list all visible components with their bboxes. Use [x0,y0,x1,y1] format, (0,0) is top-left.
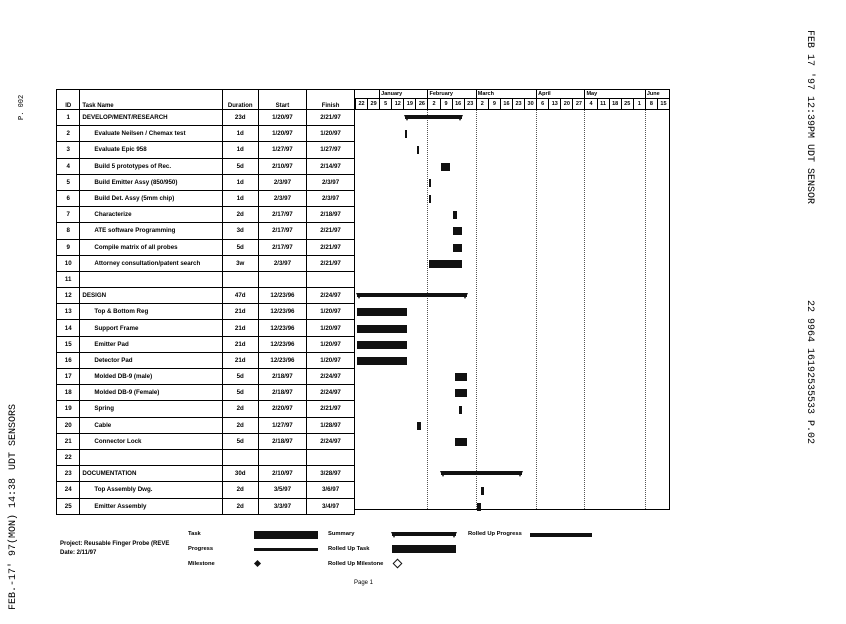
timeline-day: 4 [584,99,596,109]
row-finish: 2/3/97 [307,190,355,206]
row-finish: 2/24/97 [307,433,355,449]
row-task-name: Emitter Pad [80,336,222,352]
row-id: 12 [57,288,80,304]
table-row [57,417,355,433]
timeline-day: 11 [597,99,609,109]
row-duration: 2d [222,417,258,433]
row-duration: 5d [222,239,258,255]
timeline-day: 23 [512,99,524,109]
table-row [57,239,355,255]
timeline-day: 2 [476,99,488,109]
legend-progress-bar [254,548,318,551]
row-id: 16 [57,352,80,368]
row-finish: 2/3/97 [307,174,355,190]
row-finish: 1/20/97 [307,320,355,336]
table-row [57,369,355,385]
timeline-day: 15 [657,99,669,109]
row-finish: 2/21/97 [307,110,355,126]
table-row [57,190,355,206]
row-task-name: Emitter Assembly [80,498,222,514]
timeline-day: 30 [524,99,536,109]
row-id: 8 [57,223,80,239]
row-task-name: Compile matrix of all probes [80,239,222,255]
row-task-name: Attorney consultation/patent search [80,255,222,271]
row-finish: 3/4/97 [307,498,355,514]
row-id: 3 [57,142,80,158]
row-task-name: Top & Bottom Reg [80,304,222,320]
timeline-day: 9 [488,99,500,109]
row-start: 12/23/96 [258,288,306,304]
table-row [57,207,355,223]
row-task-name: Detector Pad [80,352,222,368]
timeline-month: January [379,90,427,98]
row-finish: 1/27/97 [307,142,355,158]
row-id: 4 [57,158,80,174]
timeline-day: 19 [403,99,415,109]
task-bar [429,179,431,187]
timeline-day: 5 [379,99,391,109]
task-bar [405,130,407,138]
timeline-day: 13 [548,99,560,109]
summary-bar [357,293,467,297]
legend-summary-bar [392,532,456,536]
row-start: 2/3/97 [258,255,306,271]
row-duration: 23d [222,110,258,126]
row-duration: 5d [222,158,258,174]
row-duration: 2d [222,482,258,498]
legend-rolled-milestone-icon [393,559,403,569]
row-duration: 3w [222,255,258,271]
row-finish: 1/20/97 [307,352,355,368]
gantt-chart [355,89,670,510]
timeline-day: 29 [367,99,379,109]
row-task-name: Cable [80,417,222,433]
table-row [57,352,355,368]
row-id: 14 [57,320,80,336]
table-header-row [57,90,355,110]
month-divider [427,110,428,509]
row-finish: 2/24/97 [307,369,355,385]
timeline-day: 1 [633,99,645,109]
col-id-header: ID [57,90,80,110]
timeline-month: February [427,90,475,98]
timeline-day: 16 [452,99,464,109]
footer-project: Project: Reusable Finger Probe (REVE [60,541,170,547]
col-duration-header: Duration [222,90,258,110]
row-duration: 47d [222,288,258,304]
row-start: 2/3/97 [258,174,306,190]
row-id: 9 [57,239,80,255]
row-id: 5 [57,174,80,190]
row-duration [222,271,258,287]
task-bar [417,422,420,430]
row-finish: 2/21/97 [307,239,355,255]
row-finish: 1/20/97 [307,304,355,320]
row-start: 1/20/97 [258,126,306,142]
row-finish [307,449,355,465]
row-task-name: Support Frame [80,320,222,336]
legend-progress-label: Progress [188,546,214,552]
row-id: 18 [57,385,80,401]
task-bar [429,260,462,268]
row-id: 23 [57,466,80,482]
row-start: 1/27/97 [258,142,306,158]
row-start: 2/17/97 [258,207,306,223]
row-task-name: DESIGN [80,288,222,304]
task-bar [429,195,431,203]
timeline-month: April [536,90,584,98]
row-finish: 2/18/97 [307,207,355,223]
row-id: 11 [57,271,80,287]
row-start: 12/23/96 [258,304,306,320]
timeline-day: 9 [440,99,452,109]
row-start: 1/20/97 [258,110,306,126]
task-table [56,89,355,515]
row-start: 12/23/96 [258,336,306,352]
timeline-month: May [584,90,644,98]
task-bar [357,357,407,365]
legend-task-label: Task [188,531,201,537]
task-bar [357,341,407,349]
row-task-name: Spring [80,401,222,417]
row-start: 2/10/97 [258,158,306,174]
table-row [57,401,355,417]
col-start-header: Start [258,90,306,110]
task-bar [417,146,419,154]
row-start: 2/10/97 [258,466,306,482]
row-task-name: Build 5 prototypes of Rec. [80,158,222,174]
task-bar [477,503,480,511]
timeline-day: 20 [560,99,572,109]
timeline-day: 23 [464,99,476,109]
row-duration: 5d [222,433,258,449]
task-bar [459,406,462,414]
legend-rolled-progress-bar [530,533,592,537]
row-finish: 2/24/97 [307,385,355,401]
summary-bar [441,471,522,475]
table-row [57,385,355,401]
fax-left-header: FEB.-17' 97(MON) 14:38 [8,477,19,610]
row-finish: 1/20/97 [307,336,355,352]
table-row [57,498,355,514]
table-row [57,142,355,158]
row-id: 25 [57,498,80,514]
task-bar [481,487,484,495]
row-task-name [80,449,222,465]
legend-rolled-task-label: Rolled Up Task [328,546,370,552]
summary-bar [405,115,462,119]
row-task-name: Evaluate Neilsen / Chemax test [80,126,222,142]
row-duration: 2d [222,498,258,514]
row-id: 19 [57,401,80,417]
timeline-day: 16 [500,99,512,109]
timeline-day: 6 [536,99,548,109]
row-id: 21 [57,433,80,449]
row-task-name: DOCUMENTATION [80,466,222,482]
row-duration: 2d [222,207,258,223]
table-row [57,223,355,239]
row-start: 2/18/97 [258,433,306,449]
table-row [57,466,355,482]
col-finish-header: Finish [307,90,355,110]
row-finish: 1/20/97 [307,126,355,142]
table-row [57,304,355,320]
task-bar [453,227,462,235]
row-finish: 2/24/97 [307,288,355,304]
row-duration: 1d [222,190,258,206]
month-divider [476,110,477,509]
row-finish [307,271,355,287]
row-duration: 21d [222,352,258,368]
timeline-day: 27 [572,99,584,109]
row-duration: 30d [222,466,258,482]
row-start [258,271,306,287]
row-id: 10 [57,255,80,271]
row-start: 12/23/96 [258,320,306,336]
row-id: 6 [57,190,80,206]
row-task-name: Evaluate Epic 958 [80,142,222,158]
table-row [57,482,355,498]
fax-left-company: UDT SENSORS [8,403,19,470]
timeline-day: 18 [609,99,621,109]
row-finish: 3/28/97 [307,466,355,482]
table-row [57,288,355,304]
timeline-day: 12 [391,99,403,109]
row-finish: 2/21/97 [307,255,355,271]
timeline-month: June [645,90,693,98]
row-start: 2/3/97 [258,190,306,206]
table-row [57,174,355,190]
row-task-name: Build Det. Assy (5mm chip) [80,190,222,206]
row-duration: 1d [222,142,258,158]
row-start: 1/27/97 [258,417,306,433]
row-task-name: Connector Lock [80,433,222,449]
timeline-day: 25 [621,99,633,109]
row-start: 12/23/96 [258,352,306,368]
row-finish: 1/28/97 [307,417,355,433]
legend-milestone-icon [254,560,261,567]
task-bar [453,211,456,219]
row-task-name: Build Emitter Assy (850/950) [80,174,222,190]
row-finish: 2/14/97 [307,158,355,174]
table-row [57,110,355,126]
timeline-days [355,99,669,110]
row-id: 1 [57,110,80,126]
row-start: 2/18/97 [258,385,306,401]
row-task-name: Molded DB-9 (Female) [80,385,222,401]
task-bar [357,325,407,333]
fax-left-page: P. 002 [18,94,26,120]
row-id: 24 [57,482,80,498]
legend-rolled-task-bar [392,545,456,553]
footer-date: Date: 2/11/97 [60,550,97,556]
row-id: 20 [57,417,80,433]
task-bar [357,308,407,316]
row-id: 17 [57,369,80,385]
legend-task-bar [254,531,318,539]
row-task-name [80,271,222,287]
task-bar [453,244,462,252]
row-task-name: Characterize [80,207,222,223]
table-row [57,126,355,142]
fax-right-header: FEB 17 '97 12:39PM UDT SENSOR [804,30,815,205]
timeline-day: 2 [427,99,439,109]
legend-rolled-milestone-label: Rolled Up Milestone [328,561,384,567]
row-id: 22 [57,449,80,465]
row-start: 2/17/97 [258,239,306,255]
row-start: 2/18/97 [258,369,306,385]
row-duration: 21d [222,320,258,336]
table-row [57,271,355,287]
task-bar [455,389,467,397]
row-finish: 2/21/97 [307,401,355,417]
task-bar [455,373,467,381]
col-name-header: Task Name [80,90,222,110]
legend-summary-label: Summary [328,531,355,537]
row-finish: 2/21/97 [307,223,355,239]
month-divider [536,110,537,509]
row-duration: 1d [222,174,258,190]
row-start: 3/5/97 [258,482,306,498]
row-id: 2 [57,126,80,142]
row-start [258,449,306,465]
row-duration [222,449,258,465]
task-bar [455,438,467,446]
timeline-day: 26 [415,99,427,109]
legend-milestone-label: Milestone [188,561,215,567]
row-finish: 3/6/97 [307,482,355,498]
row-start: 2/20/97 [258,401,306,417]
row-task-name: DEVELOP/MENT/RESEARCH [80,110,222,126]
row-duration: 1d [222,126,258,142]
fax-right-fax: 22 9964 16192535533 P.02 [804,300,815,445]
row-task-name: Top Assembly Dwg. [80,482,222,498]
row-task-name: Molded DB-9 (male) [80,369,222,385]
timeline-months [355,90,669,99]
row-task-name: ATE software Programming [80,223,222,239]
row-duration: 5d [222,385,258,401]
table-row [57,158,355,174]
task-bar [441,163,450,171]
month-divider [645,110,646,509]
footer-page: Page 1 [354,580,374,586]
legend-rolled-progress-label: Rolled Up Progress [468,531,522,537]
row-duration: 5d [222,369,258,385]
row-id: 13 [57,304,80,320]
row-duration: 21d [222,336,258,352]
table-row [57,320,355,336]
row-duration: 3d [222,223,258,239]
timeline-day: 8 [645,99,657,109]
row-id: 15 [57,336,80,352]
row-duration: 2d [222,401,258,417]
row-duration: 21d [222,304,258,320]
table-row [57,336,355,352]
row-start: 2/17/97 [258,223,306,239]
table-row [57,433,355,449]
month-divider [584,110,585,509]
row-id: 7 [57,207,80,223]
table-row [57,255,355,271]
timeline-month: March [476,90,536,98]
timeline-day: 22 [355,99,367,109]
table-row [57,449,355,465]
row-start: 3/3/97 [258,498,306,514]
